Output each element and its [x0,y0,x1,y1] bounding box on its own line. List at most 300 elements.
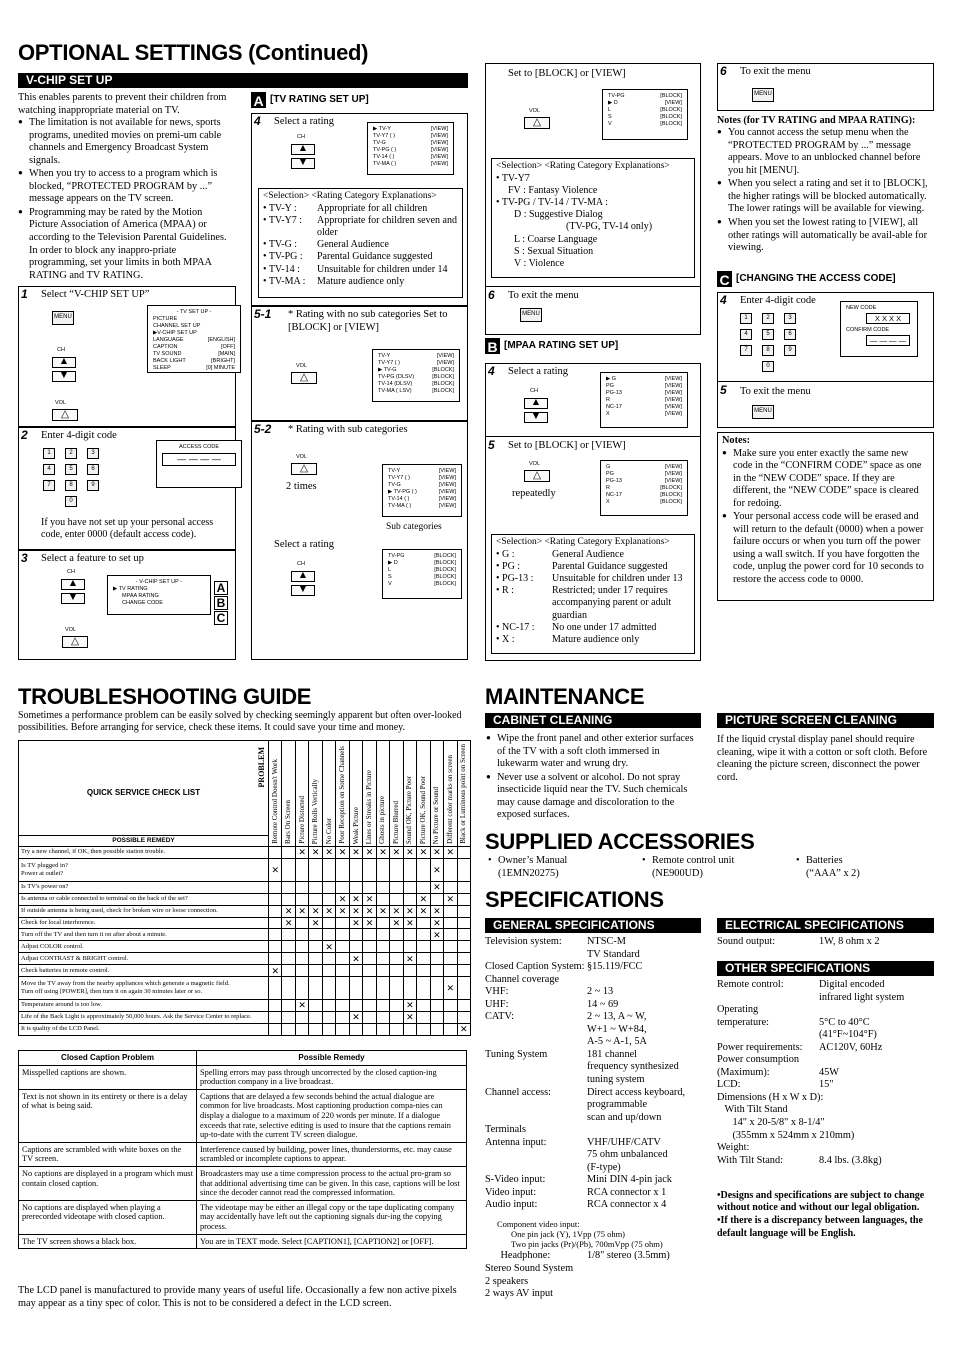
check-cell [403,965,416,977]
notes-tv-title: Notes (for TV RATING and MPAA RATING): [717,115,916,126]
check-cell [322,977,335,1000]
spec-row [485,1199,705,1212]
mpaa-rows [606,376,682,418]
qs-title: QUICK SERVICE CHECK LIST [86,788,201,797]
check-cell [376,917,389,929]
check-cell [363,1023,376,1035]
spec-row [485,1049,705,1087]
check-cell [349,929,362,941]
table-row [19,881,471,893]
rating-row-label: X [606,411,610,417]
rating-row-value: [VIEW] [664,383,682,389]
check-cell [417,917,430,929]
check-cell [282,858,295,881]
check-cell [376,893,389,905]
rating-block-screen [602,89,688,140]
check-cell [282,977,295,1000]
check-cell [444,917,457,929]
rating-row-label: L [388,567,392,573]
check-cell: ✕ [403,1011,416,1023]
key-4-button[interactable]: 4 [740,329,752,340]
selection-key: • G : [496,548,515,560]
new-code-label: NEW CODE [846,305,877,311]
headphone-key: Headphone: [485,1250,551,1261]
spec-key: Video input: [485,1186,537,1198]
vol-button[interactable]: △ [524,117,550,129]
check-cell [390,929,403,941]
vol-label: VOL [296,363,308,369]
step-number: 4 [720,293,727,307]
check-cell [309,1023,322,1035]
ch-label: CH [57,347,65,353]
key-8-button[interactable]: 8 [65,480,77,491]
rating-row-value: [BLOCK] [660,107,682,113]
check-cell [336,881,349,893]
check-cell [376,941,389,953]
rating-row-label: R [606,485,610,491]
menu-row: CHANGE CODE [122,600,163,606]
check-cell: ✕ [349,905,362,917]
c-step6 [717,63,934,111]
menu-button[interactable]: MENU [520,308,542,322]
check-cell [295,881,308,893]
headphone-value: 1/8" stereo (3.5mm) [587,1250,670,1261]
maintenance-title: MAINTENANCE [485,684,645,709]
problem-header [376,741,389,847]
menu-item: CAPTION [153,344,178,350]
rating-block-step [485,63,701,335]
remedy-line: Check for local interference. [21,919,96,926]
check-cell [457,893,470,905]
menu-value: [BRIGHT] [211,358,235,364]
rating-row [606,376,682,383]
rating-row-value: [VIEW] [664,411,682,417]
spec-row [717,1142,934,1155]
ch-up-button[interactable]: ▲ [52,357,76,368]
cabinet-cleaning-item: ● Wipe the front panel and other exterior surfaces of the TV with a soft cloth immersed in lukewarm water and wrung dry. [486,733,702,771]
check-cell: ✕ [336,905,349,917]
check-cell [376,1000,389,1012]
remedy-text [19,1000,269,1012]
remedy-text [19,893,269,905]
r-top-text: Set to [BLOCK] or [VIEW] [508,68,626,79]
header-row [19,741,471,847]
a51-text: * Rating with no sub categories Set to [BLOCK] or [VIEW] [288,309,448,333]
tv-rating-52b-rows [388,553,456,588]
selection-row [496,634,690,646]
check-cell [376,977,389,1000]
vol-button[interactable]: △ [524,470,550,482]
speakers: 2 speakers [485,1275,529,1287]
rating-row-value: [BLOCK] [432,367,454,373]
vol-button[interactable]: △ [52,409,78,421]
rating-row-label: ▶ TV-Y [373,126,391,132]
rating-row [373,126,448,133]
vchip-bullets [18,117,233,282]
selection-key: • TV-Y7 : [263,214,303,226]
vchip-bullet: ● Programming may be rated by the Motion Picture Association of America (MPAA) or according to the Television Parental Guidelines. In order to block any inappro-priate programming, set your limits in both MPAA RATING and TV RATING. [18,207,233,282]
ch-up-button[interactable]: ▲ [61,579,85,590]
tv-rating-selection-list [263,203,458,288]
cc-header: Possible Remedy [197,1051,467,1066]
vol-button[interactable]: △ [291,372,317,384]
problem-header [282,741,295,847]
menu-item: LANGUAGE [153,337,184,343]
rating-row-label: PG-13 [606,478,622,484]
section-a-tag: A [251,92,266,108]
check-cell [282,1023,295,1035]
ch-down-button[interactable]: ▼ [524,412,548,423]
check-cell [444,1023,457,1035]
check-cell [444,953,457,965]
check-cell [376,1011,389,1023]
accessory-line: Owner’s Manual [498,855,568,866]
selection-row [263,215,458,239]
check-cell: ✕ [444,977,457,1000]
section-c-header [717,271,896,287]
check-cell [349,881,362,893]
step-number: 2 [21,428,28,442]
vol-button[interactable]: △ [62,636,88,648]
check-cell [336,953,349,965]
key-9-button[interactable]: 9 [784,345,796,356]
ch-up-button[interactable]: ▲ [291,571,315,582]
step-number: 4 [488,364,495,378]
vol-label: VOL [65,627,77,633]
rating-row-label: ▶ TV-PG ( ) [388,489,417,495]
rating-row [378,388,454,395]
step-number: 5-2 [254,422,272,436]
vol-button[interactable]: △ [291,463,317,475]
rating-row [608,114,682,121]
rating-row [606,383,682,390]
rating-row-value: [VIEW] [436,360,454,366]
ch-down-button[interactable]: ▼ [52,371,76,382]
check-cell [322,1023,335,1035]
check-cell: ✕ [309,847,322,859]
menu-button[interactable]: MENU [752,405,774,419]
rating-row-value: [BLOCK] [432,374,454,380]
menu-value: [0] MINUTE [206,365,235,371]
component-video-y: One pin jack (Y), 1Vpp (75 ohm) [511,1229,626,1239]
check-cell [322,929,335,941]
remedy-text [19,953,269,965]
key-4-button[interactable]: 4 [43,464,55,475]
check-cell [444,881,457,893]
rating-row-value: [VIEW] [438,475,456,481]
spec-key: (355mm x 524mm x 210mm) [717,1129,855,1141]
spec-row [717,1042,934,1055]
rating-row-value: [BLOCK] [660,492,682,498]
ch-label: CH [297,561,305,567]
accessory-item [640,855,794,880]
menu-row [153,316,235,323]
check-cell [309,893,322,905]
key-2-button[interactable]: 2 [65,448,77,459]
ch-down-button[interactable]: ▼ [61,593,85,604]
check-cell: ✕ [309,917,322,929]
other-specifications-bar: OTHER SPECIFICATIONS [717,961,934,976]
rating-row-value: [VIEW] [430,140,448,146]
menu-item: PICTURE [153,316,178,322]
check-cell [269,977,282,1000]
rating-row [606,499,682,506]
bullet-icon: • [488,855,492,866]
key-2-button[interactable]: 2 [762,313,774,324]
ch-down-button[interactable]: ▼ [291,158,315,169]
problem-header [403,741,416,847]
spec-key: Power consumption (Maximum): [717,1054,800,1078]
problem-label: Picture Distorted [297,796,306,844]
rating-row [606,411,682,418]
check-cell: ✕ [349,1011,362,1023]
menu-row [153,351,235,358]
check-cell: ✕ [349,953,362,965]
check-cell [349,965,362,977]
check-cell [282,1000,295,1012]
key-7-button[interactable]: 7 [43,480,55,491]
check-cell [282,881,295,893]
remedy-text [19,881,269,893]
check-cell [457,905,470,917]
key-0-button[interactable]: 0 [65,496,77,507]
check-cell: ✕ [430,881,443,893]
tv-rating-step4 [251,113,468,306]
table-row [19,1000,471,1012]
check-cell [269,847,282,859]
tv-rating-step51 [251,306,468,421]
check-cell [403,1023,416,1035]
ch-up-button[interactable]: ▲ [524,398,548,409]
key-3-button[interactable]: 3 [87,448,99,459]
spec-key: S-Video input: [485,1174,546,1186]
check-cell [295,1011,308,1023]
rating-row-value: [VIEW] [664,100,682,106]
mpaa-block-rows [606,464,682,506]
key-9-button[interactable]: 9 [87,480,99,491]
check-cell [417,953,430,965]
check-cell [309,929,322,941]
key-5-button[interactable]: 5 [65,464,77,475]
sub-category-explanations [491,158,695,278]
key-6-button[interactable]: 6 [87,464,99,475]
table-row [19,1011,471,1023]
ch-down-button[interactable]: ▼ [291,585,315,596]
check-cell [309,858,322,881]
spec-row [485,999,705,1012]
rating-row [388,503,456,510]
check-cell: ✕ [269,858,282,881]
check-cell [457,1000,470,1012]
check-cell: ✕ [295,1000,308,1012]
check-cell [403,893,416,905]
spec-row [485,986,705,999]
rating-row-value: [BLOCK] [660,93,682,99]
problem-header [363,741,376,847]
check-cell: ✕ [269,965,282,977]
table-row [19,905,471,917]
notes-tv-item: ● When you select a rating and set it to [BLOCK], the higher ratings will be blocked automatically. The lower ratings will be available for viewing. [717,178,934,216]
check-cell [363,953,376,965]
key-8-button[interactable]: 8 [762,345,774,356]
section-b-tag: B [485,338,500,354]
rating-row [388,475,456,482]
key-1-button[interactable]: 1 [43,448,55,459]
check-cell [295,858,308,881]
remedy-line: Is antenna or cable connected to terminal on the back of the set? [21,895,188,903]
remedy-label: POSSIBLE REMEDY [19,835,268,846]
menu-button[interactable]: MENU [752,88,774,102]
vchip-menu-screen [107,575,211,615]
step-number: 1 [21,287,28,301]
check-cell [444,858,457,881]
check-cell [390,858,403,881]
menu-row [153,358,235,365]
problem-header [336,741,349,847]
rating-row-label: L [608,107,612,113]
rating-row [606,485,682,492]
check-cell: ✕ [390,905,403,917]
table-row [19,858,471,881]
vchip-setup-bar: V-CHIP SET UP [18,73,468,88]
access-code-label: ACCESS CODE [178,444,220,450]
spec-value: 181 channel frequency synthesized tuning system [587,1048,679,1086]
table-row [19,847,471,859]
spec-value: AC120V, 60Hz [819,1041,883,1053]
spec-key: Terminals [485,1124,527,1136]
key-1-button[interactable]: 1 [740,313,752,324]
check-cell: ✕ [363,847,376,859]
check-cell [309,965,322,977]
check-cell: ✕ [336,893,349,905]
remedy-line: Check batteries in remote control. [21,966,110,974]
rating-row-value: [BLOCK] [660,114,682,120]
mpaa-block-screen [600,460,688,516]
accessory-item [486,855,640,880]
remedy-line: Adjust CONTRAST & BRIGHT control. [21,954,129,962]
notes-box [717,432,934,601]
rating-row [388,482,456,489]
rating-row-value: [BLOCK] [434,560,456,566]
selection-desc: Mature audience only [317,275,405,287]
section-c-title: [CHANGING THE ACCESS CODE] [736,272,896,284]
lcd-footer-note: The LCD panel is manufactured to provide many years of useful life. Occasionally a few non active pixels may appear as a tiny spec of color. This is not to be considered a defect in the LCD screen. [18,1285,457,1309]
check-cell [269,1000,282,1012]
rating-block-rows [608,93,682,128]
problem-label: Picture Rolls Vertically [311,778,320,844]
check-cell [309,1011,322,1023]
check-cell [403,929,416,941]
key-7-button[interactable]: 7 [740,345,752,356]
check-cell: ✕ [430,917,443,929]
step2-note: If you have not set up your personal access code, enter 0000 (default access code). [41,517,214,541]
cabinet-cleaning-list [486,733,702,823]
selection-head: <Selection> <Rating Category Explanations> [496,537,670,547]
check-cell [269,905,282,917]
cc-row [19,1200,467,1234]
closed-caption-table [18,1050,467,1249]
tag-a: A [214,581,228,595]
spec-row [717,1130,934,1143]
menu-button[interactable]: MENU [52,311,74,325]
menu-value: [MAIN] [218,351,235,357]
problem-header [430,741,443,847]
cc-row [19,1089,467,1142]
rating-row [378,353,454,360]
vchip-bullet: ● The limitation is not available for news, sports programs, unedited movies on premi-um cable channels and Emergency Broadcast System signals. [18,117,233,167]
general-specifications-bar: GENERAL SPECIFICATIONS [485,918,701,933]
rating-row [378,367,454,374]
check-cell [322,965,335,977]
other-specifications-list [717,979,934,1167]
check-cell [336,1011,349,1023]
check-cell: ✕ [403,917,416,929]
check-cell [430,1023,443,1035]
check-cell [295,893,308,905]
spec-value: 14 ~ 69 [587,998,619,1010]
tv-setup-screen [147,305,241,373]
menu-item: - TV SET UP - [176,309,212,315]
selection-row [496,622,690,634]
spec-row [717,1117,934,1130]
divider [486,436,700,437]
key-5-button[interactable]: 5 [762,329,774,340]
tag-list [214,581,228,625]
check-cell [349,858,362,881]
check-cell [309,881,322,893]
check-cell: ✕ [282,917,295,929]
vchip-bullet: ● When you try to access to a program which is blocked, “PROTECTED PROGRAM by ...” message appears on the TV screen. [18,168,233,206]
check-cell: ✕ [417,893,430,905]
table-row [19,917,471,929]
remedy-line: Temperature around is too low. [21,1001,102,1009]
check-cell [417,977,430,1000]
problem-label: Black or Luminous point on Screen [459,744,468,844]
cc-problem: Misspelled captions are shown. [19,1065,197,1089]
rating-row-label: ▶ D [388,560,398,566]
check-cell [430,893,443,905]
check-cell [309,977,322,1000]
spec-key: VHF: [485,986,509,998]
access-code-screen [156,440,242,488]
rating-row [388,581,456,588]
table-row [19,1023,471,1035]
spec-value: 2 ~ 13 [587,986,614,998]
check-cell [322,893,335,905]
cc-problem: The TV screen shows a black box. [19,1234,197,1249]
selection-key: • TV-Y : [263,202,297,214]
check-cell [390,977,403,1000]
menu-value: [ENGLISH] [207,337,235,343]
problem-label: Ghosts in picture [378,796,387,844]
check-cell: ✕ [417,905,430,917]
menu-row [153,365,235,372]
accessories-list [486,855,936,880]
ch-up-button[interactable]: ▲ [291,144,315,155]
selection-key: • PG : [496,560,521,572]
rating-row-value: [VIEW] [664,478,682,484]
check-cell [444,1011,457,1023]
check-cell [390,893,403,905]
rating-row-value: [BLOCK] [432,381,454,387]
selection-desc: Unsuitable for children under 14 [317,263,448,275]
rating-row-label: V [608,121,612,127]
key-0-button[interactable]: 0 [762,361,774,372]
key-3-button[interactable]: 3 [784,313,796,324]
check-cell [376,929,389,941]
key-6-button[interactable]: 6 [784,329,796,340]
menu-row [153,337,235,344]
